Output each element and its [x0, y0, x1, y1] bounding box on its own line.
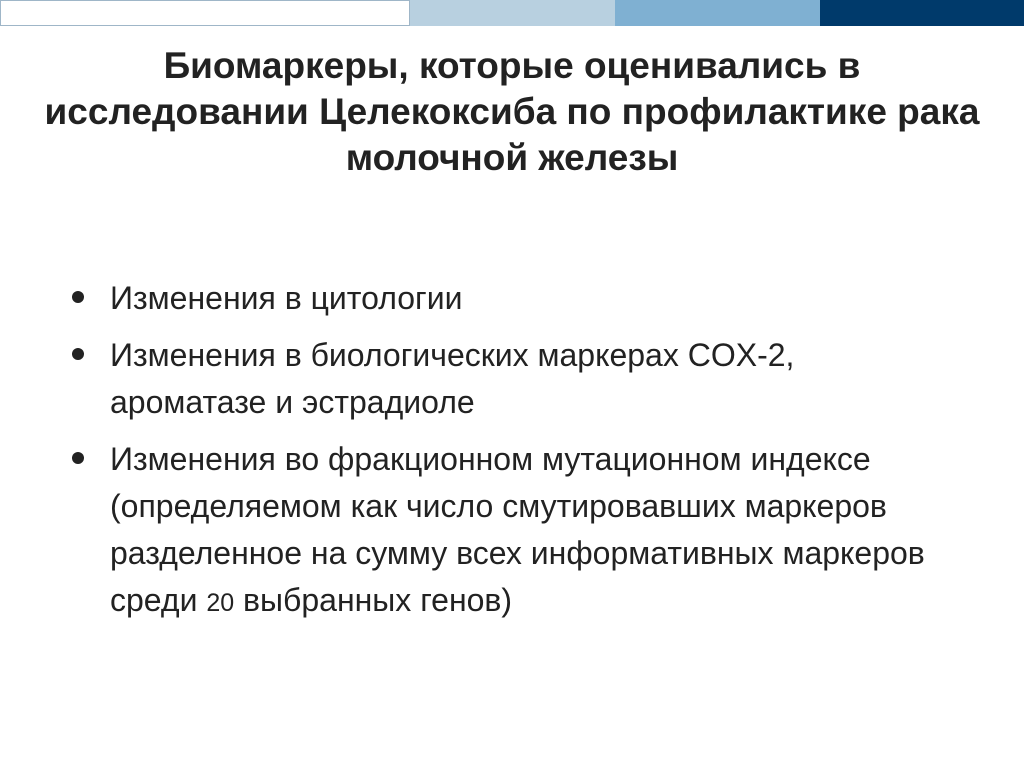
bullet-dot-icon [72, 348, 84, 360]
top-decorative-bar [0, 0, 1024, 26]
bar-segment-light-blue [410, 0, 615, 26]
bar-segment-white [0, 0, 410, 26]
bullet-text: Изменения во фракционном мутационном индексе (определяемом как число смутировавших маркеров разделенное на сумму всех информативных маркеров среди [110, 441, 925, 618]
bullet-item-cytology [68, 275, 948, 322]
bullet-item-biomarkers [68, 332, 948, 426]
bullet-number: 20 [206, 589, 235, 617]
bar-segment-dark-blue [820, 0, 1024, 26]
bullet-item-mutation-index [68, 436, 948, 627]
bullet-dot-icon [72, 452, 84, 464]
bar-segment-mid-blue [615, 0, 820, 26]
bullet-list [68, 275, 948, 637]
slide-title: Биомаркеры, которые оценивались в исследовании Целекоксиба по профилактике рака молочной железы [44, 45, 980, 178]
bullet-text-tail: выбранных генов) [243, 582, 513, 618]
bullet-text: Изменения в цитологии [110, 280, 463, 316]
bullet-dot-icon [72, 291, 84, 303]
bullet-text: Изменения в биологических маркерах COX-2, ароматазе и эстрадиоле [110, 337, 795, 420]
